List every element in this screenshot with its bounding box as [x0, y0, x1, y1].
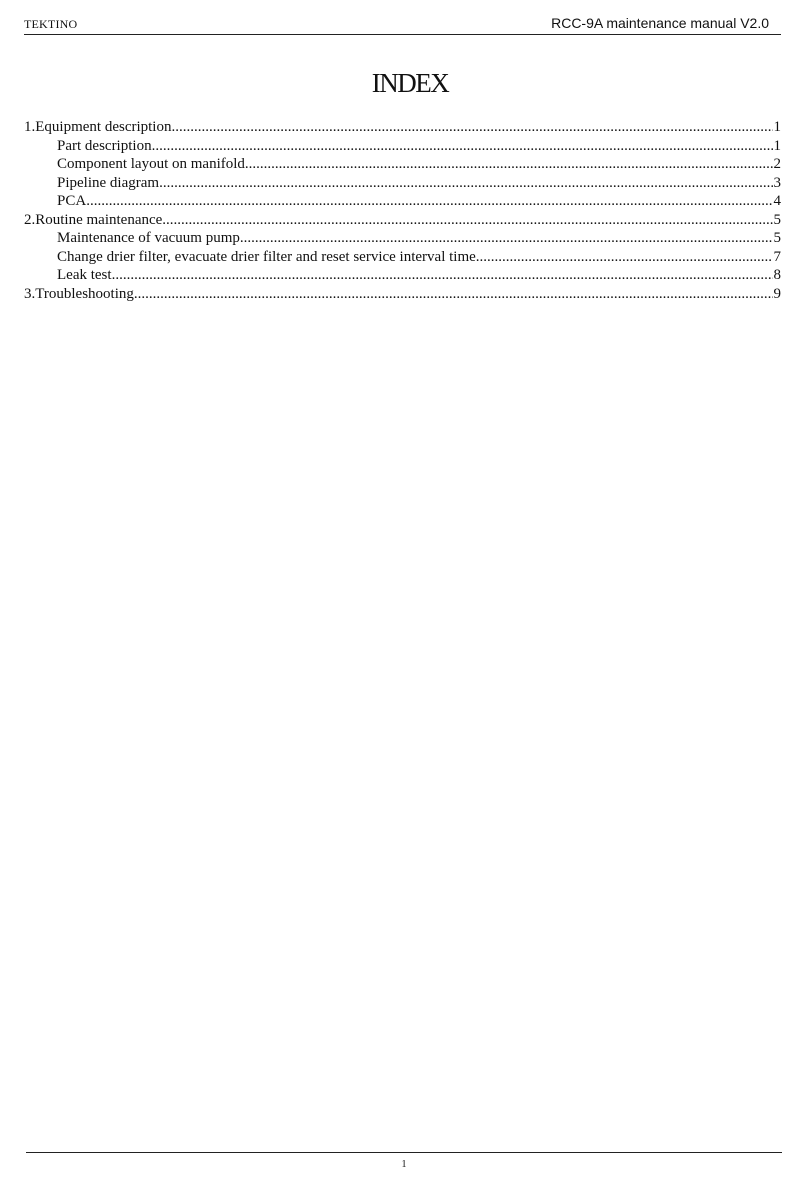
toc-entry-drier-filter[interactable] — [24, 248, 781, 267]
toc-entry-page: 1 — [773, 119, 781, 135]
header-company: TEKTINO — [24, 17, 78, 31]
toc-entry-label: Change drier filter, evacuate drier filter and reset service interval time — [57, 248, 476, 265]
toc-entry-page: 5 — [773, 211, 781, 228]
toc-entry-part-description[interactable] — [24, 137, 781, 156]
toc-entry-page: 2 — [773, 156, 781, 172]
toc-entry-label: Maintenance of vacuum pump — [57, 230, 240, 246]
toc-entry-troubleshooting[interactable] — [24, 285, 781, 304]
toc-dot-leader — [134, 285, 773, 304]
toc-entry-pipeline-diagram[interactable] — [24, 174, 781, 193]
toc-entry-label: Component layout on manifold — [57, 156, 245, 172]
footer-page-number: 1 — [401, 1159, 407, 1170]
toc-dot-leader — [171, 118, 772, 137]
toc-entry-page: 1 — [773, 137, 781, 154]
toc-entry-label: 2.Routine maintenance — [24, 211, 163, 228]
toc-entry-equipment-description[interactable] — [24, 118, 781, 137]
toc-entry-label: 1.Equipment description — [24, 119, 172, 135]
toc-entry-label: Pipeline diagram — [57, 174, 160, 191]
toc-dot-leader — [152, 137, 773, 156]
toc-dot-leader — [245, 155, 773, 174]
toc-entry-label: Part description — [57, 137, 152, 154]
page-header — [24, 14, 781, 35]
table-of-contents — [24, 118, 781, 303]
toc-dot-leader — [162, 211, 772, 230]
toc-entry-page: 8 — [773, 267, 781, 283]
footer-divider — [26, 1152, 782, 1153]
toc-entry-pca[interactable] — [24, 192, 781, 211]
toc-entry-routine-maintenance[interactable] — [24, 211, 781, 230]
header-manual-title: RCC-9A maintenance manual V2.0 — [551, 15, 769, 31]
toc-entry-page: 7 — [773, 248, 781, 265]
toc-dot-leader — [112, 266, 773, 285]
toc-entry-label: 3.Troubleshooting — [24, 285, 134, 302]
toc-entry-vacuum-pump[interactable] — [24, 229, 781, 248]
toc-entry-page: 5 — [773, 230, 781, 246]
toc-dot-leader — [476, 248, 773, 267]
page-title: INDEX — [371, 68, 449, 98]
toc-entry-page: 9 — [773, 285, 781, 302]
toc-entry-page: 3 — [773, 174, 781, 191]
toc-entry-component-layout[interactable] — [24, 155, 781, 174]
toc-dot-leader — [159, 174, 772, 193]
toc-entry-leak-test[interactable] — [24, 266, 781, 285]
toc-entry-label: Leak test — [57, 267, 112, 283]
toc-entry-page: 4 — [773, 193, 781, 209]
toc-dot-leader — [86, 192, 772, 211]
toc-entry-label: PCA — [57, 193, 87, 209]
toc-dot-leader — [240, 229, 773, 248]
